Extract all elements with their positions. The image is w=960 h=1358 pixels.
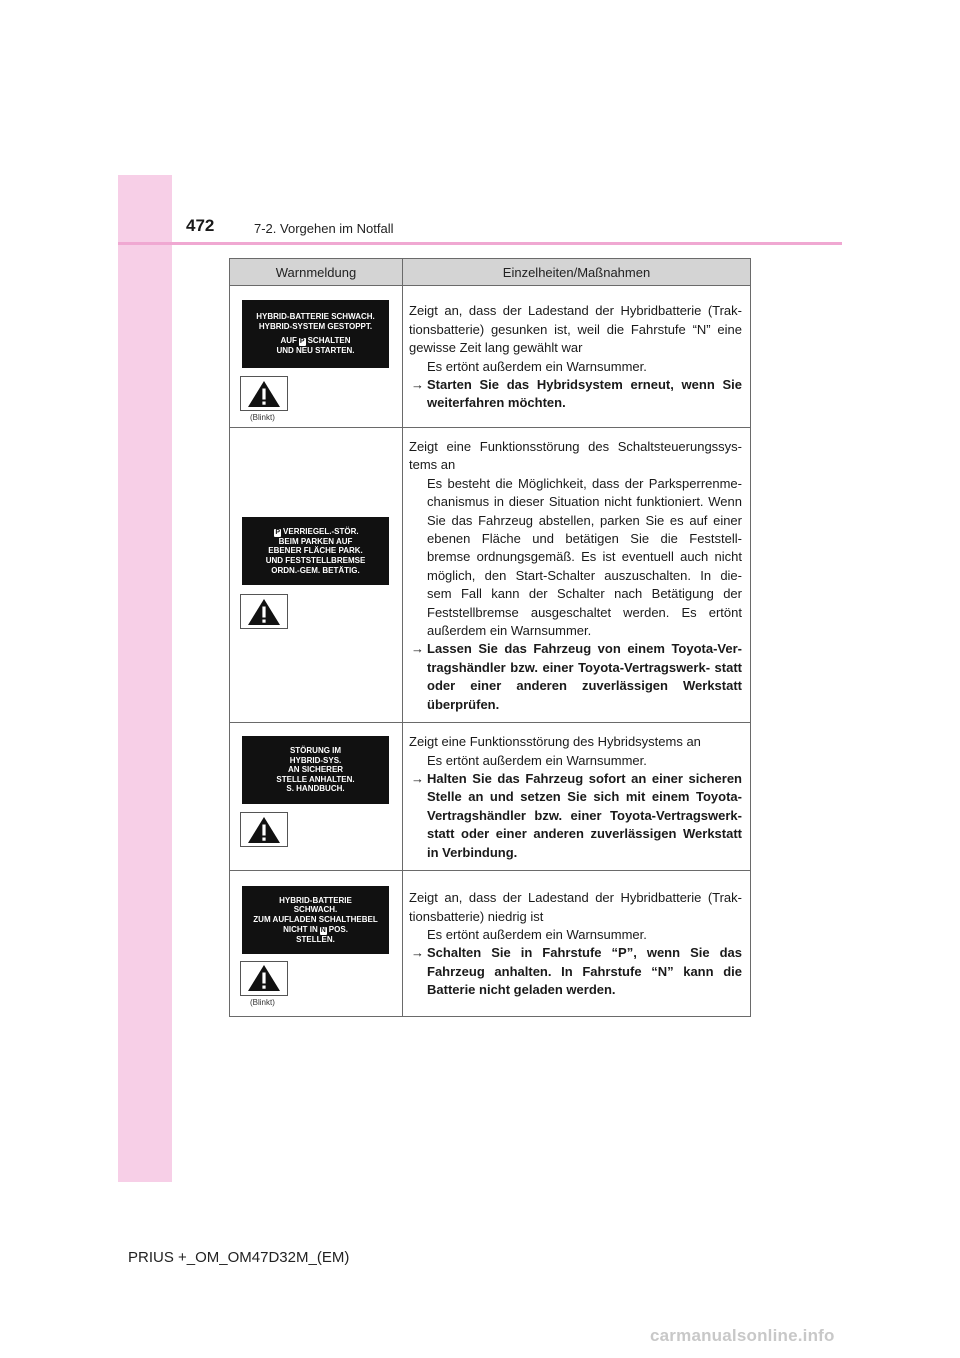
display-text: STELLEN.: [296, 934, 335, 944]
shift-position-box: P: [275, 528, 281, 536]
arrow-icon: →: [411, 945, 424, 961]
display-text: NICHT IN: [283, 924, 318, 934]
shift-position-box: P: [299, 338, 305, 346]
display-text: VERRIEGEL.-STÖR.: [283, 526, 359, 536]
description-text: Zeigt eine Funktionsstörung des Hybridsystems an: [409, 734, 701, 750]
table-row: [230, 428, 751, 723]
display-text: ZUM AUFLADEN SCHALTHEBEL: [253, 914, 378, 924]
table-row: [230, 723, 751, 871]
display-message-image: [242, 736, 389, 804]
table-header-row: [230, 259, 751, 286]
side-tab-bar: [118, 175, 172, 1182]
display-message-image: [242, 517, 389, 585]
header-rule: [118, 242, 842, 245]
display-text: STÖRUNG IM: [289, 746, 342, 756]
warning-cell: [230, 723, 403, 871]
section-title: 7-2. Vorgehen im Notfall: [254, 221, 394, 236]
shift-position-box: N: [320, 926, 326, 934]
note-text: Es ertönt außerdem ein Warnsummer.: [427, 358, 647, 374]
warning-triangle-icon: [240, 812, 288, 847]
action-text: → Starten Sie das Hybridsystem erneut, wenn Sie weiterfahren möchten.: [411, 376, 742, 411]
display-text: ORDN.-GEM. BETÄTIG.: [271, 565, 360, 575]
description-text: Zeigt eine Funktionsstörung des Schaltsteuerungssys- tems an: [409, 439, 742, 473]
description-text: Zeigt an, dass der Ladestand der Hybridbatterie (Trak- tionsbatterie) gesunken ist, weil die Fahrstufe “N” eine gewisse Zeit lang gewählt war: [409, 303, 742, 356]
display-text: HYBRID-BATTERIE SCHWACH.: [256, 312, 375, 322]
note-text: Es ertönt außerdem ein Warnsummer.: [427, 752, 647, 768]
column-header-details: Einzelheiten/Maßnahmen: [403, 259, 751, 286]
arrow-icon: →: [411, 641, 424, 657]
arrow-icon: →: [411, 770, 424, 786]
display-text: HYBRID-SYS.: [289, 755, 342, 765]
display-text: BEIM PARKEN AUF: [278, 536, 353, 546]
details-cell: [403, 870, 751, 1016]
display-text: HYBRID-BATTERIE: [279, 895, 352, 905]
display-text: POS.: [328, 924, 348, 934]
column-header-warning: Warnmeldung: [230, 259, 403, 286]
description-text: Zeigt an, dass der Ladestand der Hybridbatterie (Trak- tionsbatterie) niedrig ist: [409, 890, 742, 924]
blink-label: (Blinkt): [250, 997, 275, 1007]
display-text: HYBRID-SYSTEM GESTOPPT.: [258, 321, 373, 331]
warning-table: [229, 258, 751, 1017]
note-text: Es ertönt außerdem ein Warnsummer.: [427, 927, 647, 943]
warning-triangle-icon: [240, 594, 288, 629]
document-id: PRIUS +_OM_OM47D32M_(EM): [128, 1249, 350, 1266]
display-text: EBENER FLÄCHE PARK.: [268, 546, 363, 556]
display-text: STELLE ANHALTEN.: [276, 774, 355, 784]
details-cell: [403, 286, 751, 428]
table-row: [230, 286, 751, 428]
display-text: SCHALTEN: [307, 336, 351, 346]
warning-triangle-icon: [240, 961, 288, 996]
display-text: S. HANDBUCH.: [286, 784, 345, 794]
display-text: UND NEU STARTEN.: [276, 346, 355, 356]
warning-cell: [230, 870, 403, 1016]
blink-label: (Blinkt): [250, 413, 275, 422]
table-row: [230, 870, 751, 1016]
display-text: AN SICHERER: [287, 765, 344, 775]
arrow-icon: →: [411, 376, 424, 392]
action-text: → Halten Sie das Fahrzeug sofort an einer sicheren Stelle an und setzen Sie sich mit einem Toyota- Vertragshändler bzw. einer Toyota-Vertragswerk- statt oder einer anderen zuverlässigen Werkstatt in Verbindung.: [411, 770, 742, 860]
note-text: Es besteht die Möglichkeit, dass der Parksperrenme- chanismus in dieser Situation nicht funktioniert. Wenn Sie das Fahrzeug abstellen, parken Sie es auf einer ebenen Fläche und betätigen Sie die Feststell- bremse ordnungsgemäß. Es ist eventuell auch nicht möglich, den Start-Schalter auszuschalten. In die- sem Fall kann der Schalter nach Betätigung der Feststellbremse ausgeschaltet werden. Es ertönt außerdem ein Warnsummer.: [427, 475, 742, 639]
display-text: UND FESTSTELLBREMSE: [265, 556, 366, 565]
display-text: SCHWACH.: [293, 905, 338, 915]
display-message-image: [242, 300, 389, 368]
warning-triangle-icon: [240, 376, 288, 411]
display-text: AUF: [280, 336, 297, 346]
display-message-image: [242, 886, 389, 954]
page-number: 472: [186, 216, 215, 235]
warning-cell: [230, 286, 403, 428]
action-text: → Lassen Sie das Fahrzeug von einem Toyota-Ver- tragshändler bzw. einer Toyota-Vertragswerk- statt oder einer anderen zuverlässigen Werkstatt überprüfen.: [411, 641, 742, 712]
watermark: carmanualsonline.info: [650, 1326, 835, 1345]
details-cell: [403, 428, 751, 723]
details-cell: [403, 723, 751, 871]
action-text: → Schalten Sie in Fahrstufe “P”, wenn Sie das Fahrzeug anhalten. In Fahrstufe “N” kann die Batterie nicht geladen werden.: [411, 945, 742, 998]
warning-cell: [230, 428, 403, 723]
